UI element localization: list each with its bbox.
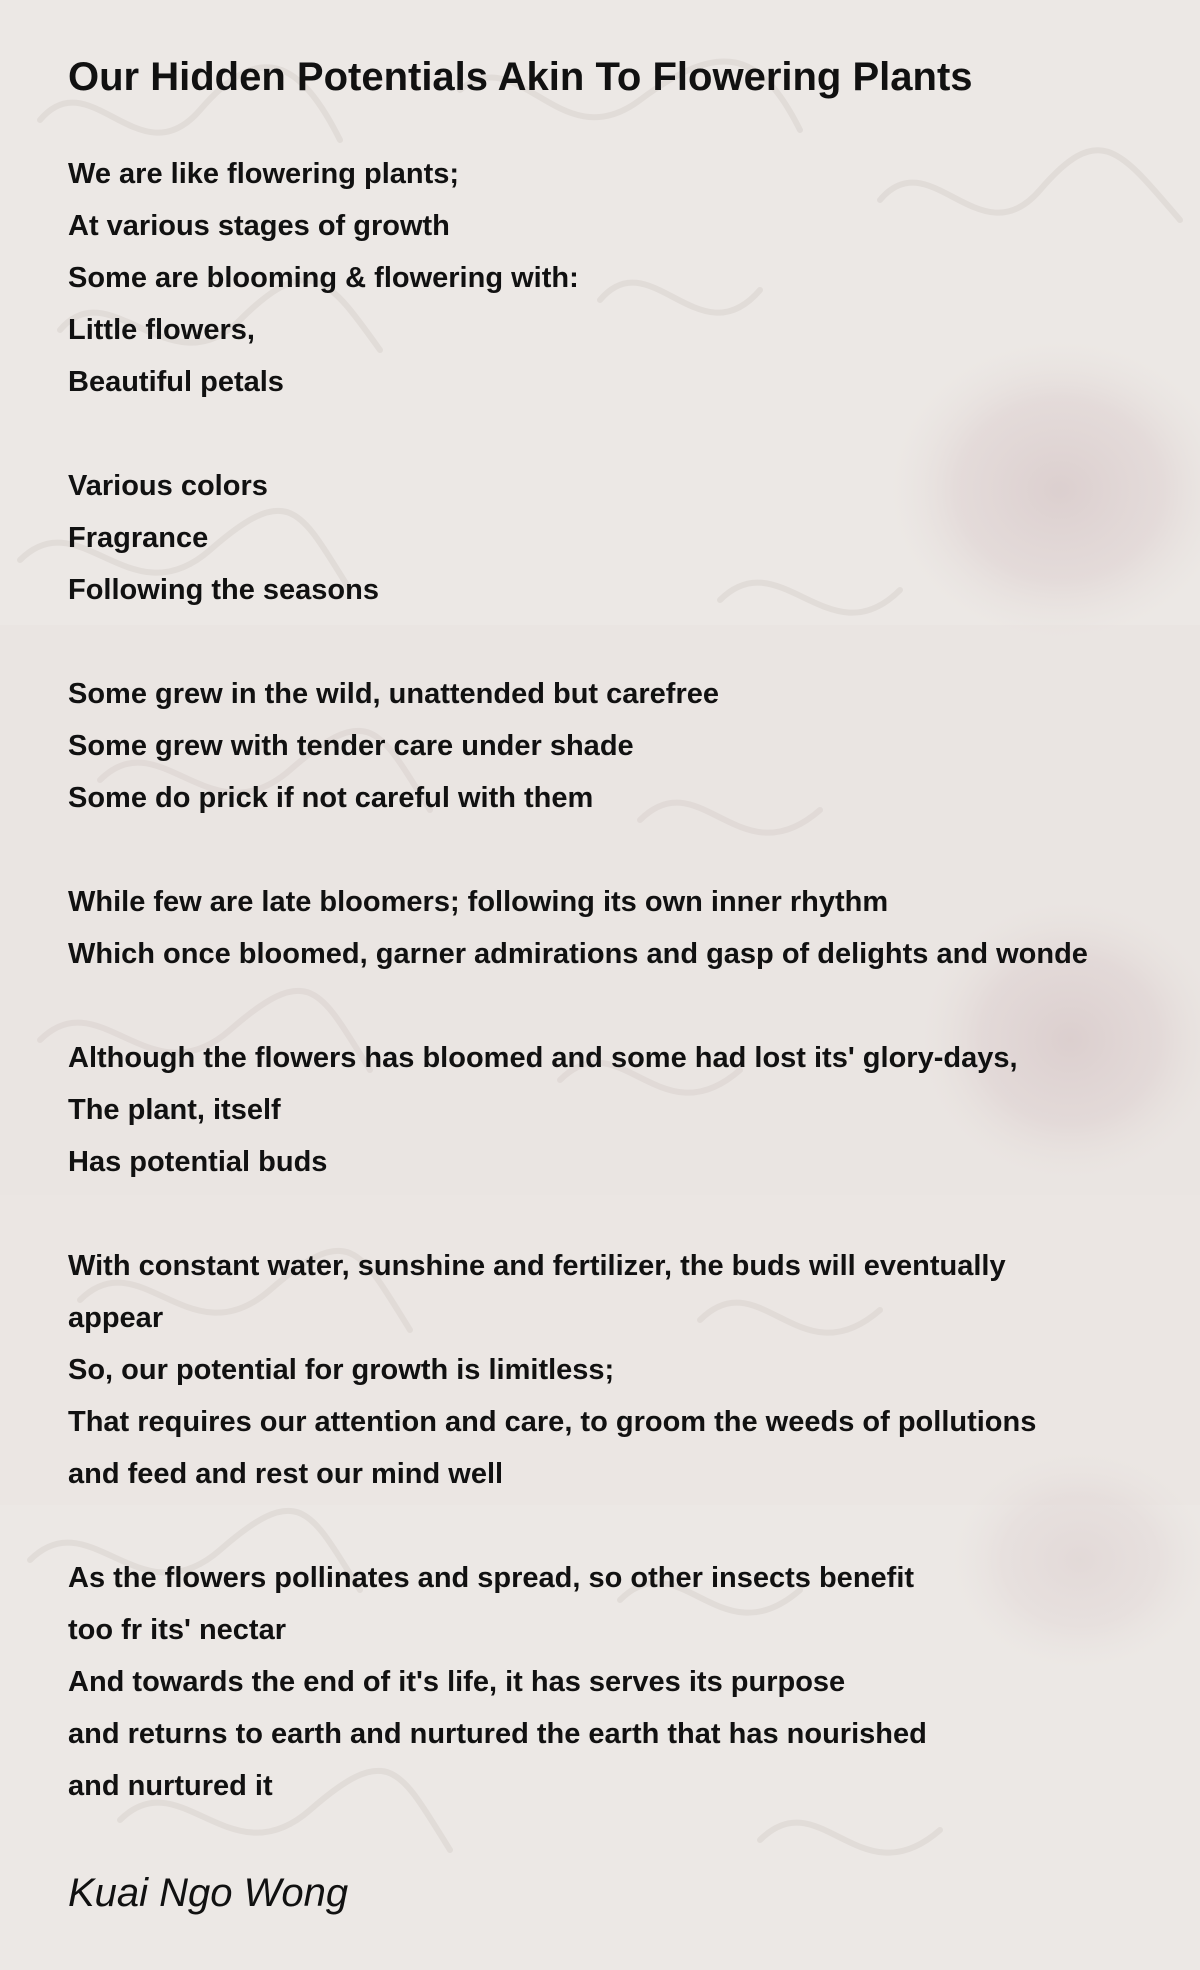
poem-line: appear (68, 1302, 164, 1334)
poem-line: At various stages of growth (68, 210, 450, 242)
poem-body (68, 148, 1200, 1812)
poem-line: Various colors (68, 470, 268, 502)
poem-line: Some grew with tender care under shade (68, 730, 634, 762)
stanza-break (68, 824, 1200, 876)
stanza-break (68, 1188, 1200, 1240)
poem-line: As the flowers pollinates and spread, so other insects benefit (68, 1562, 915, 1594)
poem-line: Some do prick if not careful with them (68, 782, 594, 814)
poem-line: With constant water, sunshine and fertilizer, the buds will eventually (68, 1250, 1006, 1282)
poem-line: and feed and rest our mind well (68, 1458, 504, 1490)
poem-author: Kuai Ngo Wong (68, 1871, 349, 1915)
poem-line: Has potential buds (68, 1146, 328, 1178)
poem-line: That requires our attention and care, to groom the weeds of pollutions (68, 1406, 1037, 1438)
stanza-break (68, 616, 1200, 668)
poem-line: And towards the end of it's life, it has serves its purpose (68, 1666, 846, 1698)
poem-title: Our Hidden Potentials Akin To Flowering Plants (68, 55, 973, 99)
poem-line: and returns to earth and nurtured the earth that has nourished (68, 1718, 927, 1750)
poem-line: too fr its' nectar (68, 1614, 286, 1646)
poem-line: Some grew in the wild, unattended but carefree (68, 678, 719, 710)
poem-line: Fragrance (68, 522, 209, 554)
poem-line: and nurtured it (68, 1770, 273, 1802)
poem-line: We are like flowering plants; (68, 158, 460, 190)
poem-line: Some are blooming & flowering with: (68, 262, 579, 294)
poem-line: The plant, itself (68, 1094, 281, 1126)
poem-line: Little flowers, (68, 314, 255, 346)
poem-line: Although the flowers has bloomed and some had lost its' glory-days, (68, 1042, 1018, 1074)
stanza-break (68, 980, 1200, 1032)
poem-line: Beautiful petals (68, 366, 284, 398)
poem-line: While few are late bloomers; following its own inner rhythm (68, 886, 889, 918)
stanza-break (68, 408, 1200, 460)
poem-line: So, our potential for growth is limitless; (68, 1354, 615, 1386)
poem-line: Which once bloomed, garner admirations and gasp of delights and wonde (68, 938, 1088, 970)
stanza-break (68, 1500, 1200, 1552)
poem-line: Following the seasons (68, 574, 379, 606)
